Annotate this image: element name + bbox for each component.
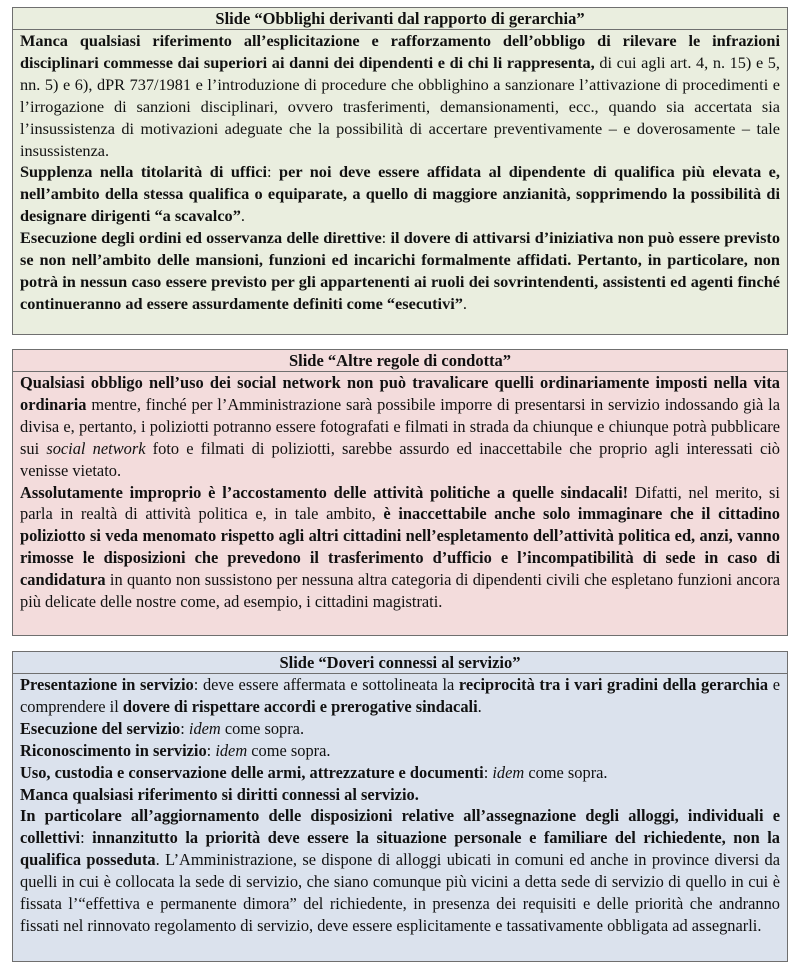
text: . L’Amministrazione, se dispone di alloggi ubicati in comuni ed anche in province diversi da quelli in cui è collocata la sede di servizio, che siano comunque più vicini a detta sede di servizio di quello in cui è fissata l’“effettiva e permanente dimora” del richiedente, in presenza dei requisiti e delle priorità che andranno fissati nel rinnovato regolamento di servizio, deve essere esplicitamente e tassativamente obbligata ad assegnarli. [20,850,781,935]
paragraph [20,718,780,740]
text: come sopra. [220,718,305,738]
text: . [477,696,482,716]
text: di cui agli art. 4, n. 15) e 5, nn. 5) e 6), dPR 737/1981 e l’introduzione di procedure che obblighino a sanzionare l’attivazione di procedimenti e l’irrogazione di sanzioni disciplinari, ovvero trasferimenti, demansionamenti, ecc., quando sia accertata sia l’insussistenza di motivazioni adeguate che la possibilità di accertare preventivamente – e doverosamente – tale insussistenza. [20,52,781,160]
bold-text: per noi deve essere affidata al dipendente di qualifica più elevata e, nell’ambito della stessa qualifica o equiparate, a quello di maggiore anzianità, sopprimendo la possibilità di designare dirigenti “a scavalco” [20,162,780,226]
paragraph [20,674,780,718]
text: come sopra. [524,762,608,782]
text: : [180,718,189,738]
bold-text: Supplenza nella titolarità di uffici [20,162,268,182]
italic-text: idem [188,718,221,738]
slide-body [13,674,787,937]
text: : [381,228,391,248]
bold-text: reciprocità tra i vari gradini della gerarchia [458,675,769,694]
slide-box-condotta [12,349,788,636]
paragraph [20,740,780,762]
bold-text: il dovere di attivarsi d’iniziativa non può essere previsto se non nell’ambito delle mansioni, funzioni ed incarichi formalmente affidati. Pertanto, in particolare, non potrà in nessun caso essere previsto per gli appartenenti ai ruoli dei sovrintendenti, assistenti ed agenti finché continueranno ad essere assurdamente definiti come “esecutivi” [20,228,780,313]
slide-body [13,30,787,315]
text: : deve essere affermata e sottolineata la [193,675,459,694]
bold-text: Esecuzione degli ordini ed osservanza delle direttive [20,228,382,248]
italic-text: idem [215,740,248,760]
slide-title: Slide “Obblighi derivanti dal rapporto di gerarchia” [13,8,787,30]
text: e comprendere il [20,675,780,716]
paragraph [20,30,780,161]
bold-text: Riconoscimento in servizio [20,740,207,760]
text: . [462,293,467,313]
bold-text: Esecuzione del servizio [20,718,181,738]
slide-title: Slide “Altre regole di condotta” [13,350,787,372]
text: Difatti, nel merito, si parla in realtà di attività politica e, in tale ambito, [20,482,780,524]
paragraph [20,161,780,227]
bold-text: Manca qualsiasi riferimento all’esplicitazione e rafforzamento dell’obbligo di rilevare le infrazioni disciplinari commesse dai superiori ai danni dei dipendenti e di chi li rappresenta, [20,31,780,72]
bold-text: In particolare all’aggiornamento delle disposizioni relative all’assegnazione degli alloggi, individuali e collettivi [20,806,780,848]
text: : [80,828,93,848]
bold-text: Presentazione in servizio [20,675,194,694]
text: foto e filmati di poliziotti, sarebbe assurdo ed inaccettabile che proprio agli interessati ciò venisse vietato. [20,438,781,480]
paragraph [20,482,780,613]
bold-text: Assolutamente improprio è l’accostamento delle attività politiche a quelle sindacali! [20,482,629,502]
slide-body [13,372,787,613]
bold-text: Qualsiasi obbligo nell’uso dei social network non può travalicare quelli ordinariamente imposti nella vita ordinaria [20,373,780,414]
paragraph [20,227,780,315]
slide-box-gerarchia [12,7,788,335]
slide-title: Slide “Doveri connessi al servizio” [13,652,787,674]
text: . [240,206,245,226]
text: come sopra. [247,740,331,760]
italic-text: social network [46,438,146,458]
text: mentre, finché per l’Amministrazione sarà possibile imporre di presentarsi in servizio indossando già la divisa e, pertanto, i poliziotti potranno essere fotografati e filmati in strada da chiunque e chiunque potrà pubblicare sui [20,394,780,458]
bold-text: è inaccettabile anche solo immaginare che il cittadino poliziotto si veda menomato rispetto agli altri cittadini nell’espletamento dell’attività politica ed, anzi, vanno rimosse le disposizioni che prevedono il trasferimento d’ufficio e l’incompatibilità di sede in caso di candidatura [20,504,780,590]
text: : [267,162,280,182]
text: : [483,762,493,782]
paragraph [20,762,780,784]
text: in quanto non sussistono per nessuna altra categoria di dipendenti civili che espletano funzioni ancora più delicate delle nostre come, ad esempio, i cittadini magistrati. [20,570,780,612]
italic-text: idem [492,762,525,782]
bold-text: dovere di rispettare accordi e prerogative sindacali [122,696,478,716]
paragraph [20,784,780,806]
bold-text: Manca qualsiasi riferimento si diritti connessi al servizio. [20,784,419,804]
paragraph [20,805,780,936]
bold-text: innanzitutto la priorità deve essere la situazione personale e familiare del richiedente, non la qualifica posseduta [20,828,780,870]
slide-box-servizio [12,651,788,962]
paragraph [20,372,780,482]
bold-text: Uso, custodia e conservazione delle armi, attrezzature e documenti [20,762,484,782]
text: : [206,740,216,760]
